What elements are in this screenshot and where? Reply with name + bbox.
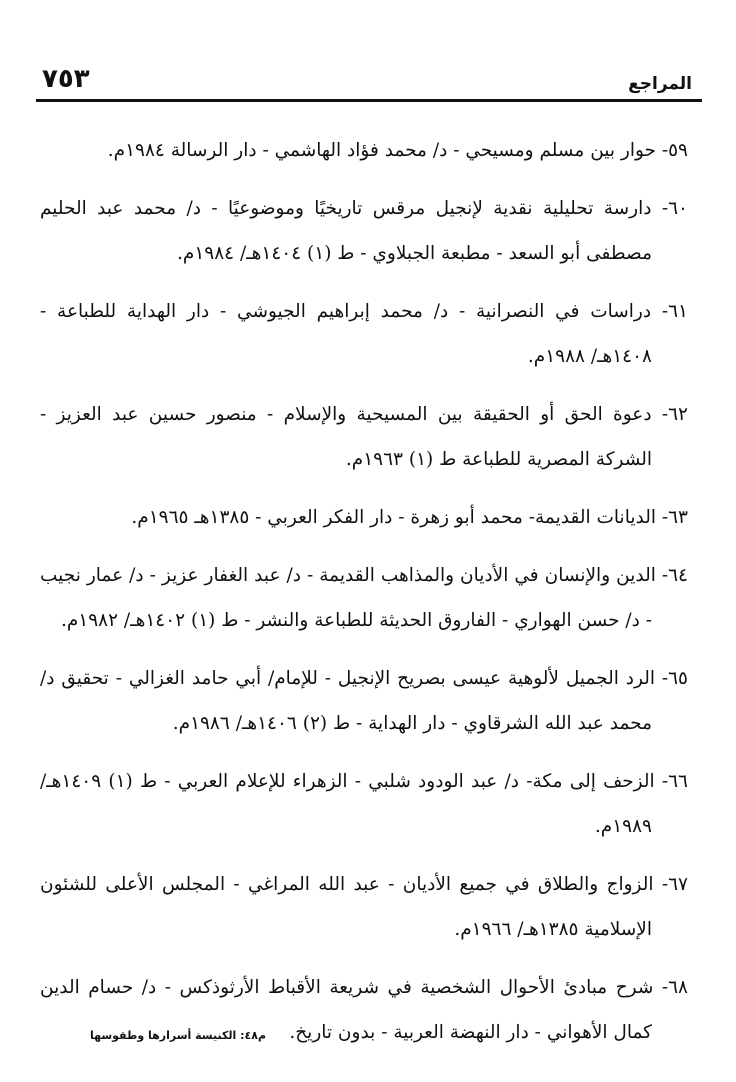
- reference-item: ٥٩- حوار بين مسلم ومسيحي - د/ محمد فؤاد الهاشمي - دار الرسالة ١٩٨٤م.: [107, 140, 688, 161]
- reference-item: ٦٢- دعوة الحق أو الحقيقة بين المسيحية والإسلام - منصور حسين عبد العزيز - الشركة المصرية للطباعة ط (١) ١٩٦٣م.: [40, 404, 688, 470]
- reference-item: ٦٥- الرد الجميل لألوهية عيسى بصريح الإنجيل - للإمام/ أبي حامد الغزالي - تحقيق د/ محمد عبد الله الشرقاوي - دار الهداية - ط (٢) ١٤٠٦هـ/ ١٩٨٦م.: [40, 668, 688, 734]
- reference-item: ٦٧- الزواج والطلاق في جميع الأديان - عبد الله المراغي - المجلس الأعلى للشئون الإسلامية ١٣٨٥هـ/ ١٩٦٦م.: [40, 874, 688, 940]
- reference-item: ٦٣- الديانات القديمة- محمد أبو زهرة - دار الفكر العربي - ١٣٨٥هـ ١٩٦٥م.: [131, 507, 688, 528]
- reference-item: ٦٠- دارسة تحليلية نقدية لإنجيل مرقس تاريخيًا وموضوعيًا - د/ محمد عبد الحليم مصطفى أبو السعد - مطبعة الجبلاوي - ط (١) ١٤٠٤هـ/ ١٩٨٤م.: [40, 198, 688, 264]
- page-footer: م٤٨: الكنيسة أسرارها وطقوسها: [89, 1029, 266, 1042]
- header-rule: [36, 99, 702, 102]
- reference-item: ٦١- دراسات في النصرانية - د/ محمد إبراهيم الجيوشي - دار الهداية للطباعة - ١٤٠٨هـ/ ١٩٨٨م.: [40, 301, 688, 367]
- reference-list: [40, 128, 688, 1068]
- reference-item: ٦٦- الزحف إلى مكة- د/ عبد الودود شلبي - الزهراء للإعلام العربي - ط (١) ١٤٠٩هـ/ ١٩٨٩م.: [40, 771, 688, 837]
- page-number: ٧٥٣: [42, 64, 90, 94]
- section-title: المراجع: [628, 74, 692, 94]
- reference-item: ٦٤- الدين والإنسان في الأديان والمذاهب القديمة - د/ عبد الغفار عزيز - د/ عمار نجيب - د/ حسن الهواري - الفاروق الحديثة للطباعة والنشر - ط (١) ١٤٠٢هـ/ ١٩٨٢م.: [40, 565, 688, 631]
- reference-item: ٦٨- شرح مبادئ الأحوال الشخصية في شريعة الأقباط الأرثوذكس - د/ حسام الدين كمال الأهواني - دار النهضة العربية - بدون تاريخ.: [40, 977, 688, 1043]
- page-header: [36, 58, 702, 102]
